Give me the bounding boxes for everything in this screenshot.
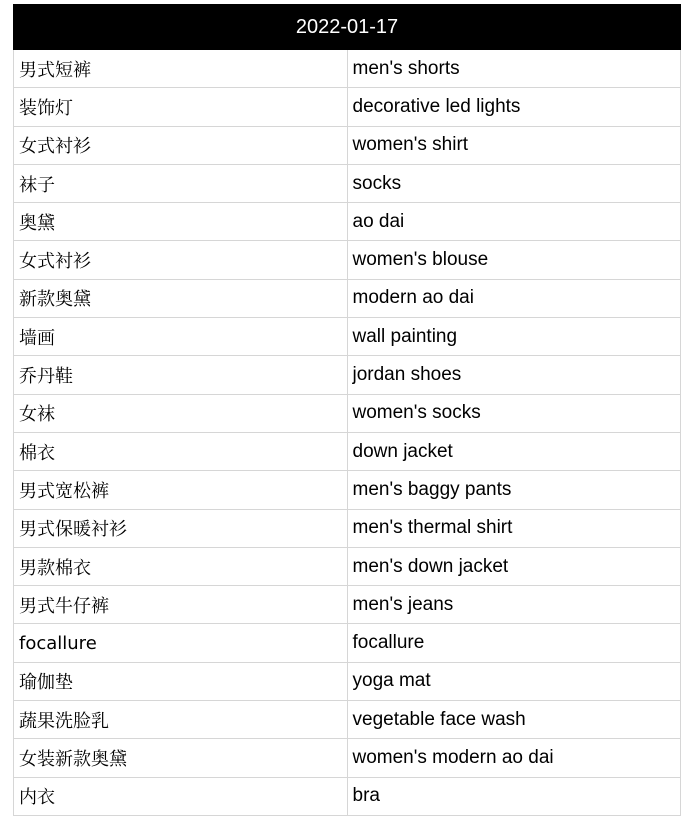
english-term-cell: bra [347,777,681,815]
table-row [14,624,681,662]
english-term-cell: down jacket [347,432,681,470]
chinese-term-cell: 棉衣 [14,432,348,470]
table-row [14,547,681,585]
chinese-term-cell: 新款奥黛 [14,279,348,317]
english-term-cell: women's blouse [347,241,681,279]
chinese-term-cell: 乔丹鞋 [14,356,348,394]
date-header: 2022-01-17 [14,5,681,50]
english-term-cell: modern ao dai [347,279,681,317]
english-term-cell: women's modern ao dai [347,739,681,777]
table-row [14,356,681,394]
english-term-cell: women's socks [347,394,681,432]
table-row [14,777,681,815]
english-term-cell: men's shorts [347,50,681,88]
english-term-cell: men's down jacket [347,547,681,585]
table-row [14,126,681,164]
english-term-cell: men's baggy pants [347,471,681,509]
table-row [14,701,681,739]
table-row [14,471,681,509]
table-row [14,279,681,317]
chinese-term-cell: focallure [14,624,348,662]
english-term-cell: men's jeans [347,586,681,624]
chinese-term-cell: 瑜伽垫 [14,662,348,700]
chinese-term-cell: 内衣 [14,777,348,815]
english-term-cell: socks [347,164,681,202]
table-row [14,509,681,547]
english-term-cell: decorative led lights [347,88,681,126]
english-term-cell: women's shirt [347,126,681,164]
english-term-cell: focallure [347,624,681,662]
chinese-term-cell: 奥黛 [14,203,348,241]
table-row [14,394,681,432]
table-row [14,241,681,279]
table-row [14,203,681,241]
english-term-cell: ao dai [347,203,681,241]
table-row [14,318,681,356]
english-term-cell: vegetable face wash [347,701,681,739]
english-term-cell: men's thermal shirt [347,509,681,547]
chinese-term-cell: 男式宽松裤 [14,471,348,509]
translation-table [13,4,681,816]
chinese-term-cell: 女式衬衫 [14,126,348,164]
chinese-term-cell: 男式牛仔裤 [14,586,348,624]
chinese-term-cell: 墙画 [14,318,348,356]
table-row [14,739,681,777]
chinese-term-cell: 男式短裤 [14,50,348,88]
header-row [14,5,681,50]
table-row [14,50,681,88]
chinese-term-cell: 男式保暖衬衫 [14,509,348,547]
chinese-term-cell: 男款棉衣 [14,547,348,585]
chinese-term-cell: 袜子 [14,164,348,202]
table-row [14,432,681,470]
table-row [14,88,681,126]
chinese-term-cell: 女装新款奥黛 [14,739,348,777]
english-term-cell: yoga mat [347,662,681,700]
table-row [14,662,681,700]
table-row [14,586,681,624]
chinese-term-cell: 女袜 [14,394,348,432]
chinese-term-cell: 装饰灯 [14,88,348,126]
english-term-cell: jordan shoes [347,356,681,394]
table-body [14,50,681,816]
english-term-cell: wall painting [347,318,681,356]
chinese-term-cell: 蔬果洗脸乳 [14,701,348,739]
chinese-term-cell: 女式衬衫 [14,241,348,279]
table-row [14,164,681,202]
